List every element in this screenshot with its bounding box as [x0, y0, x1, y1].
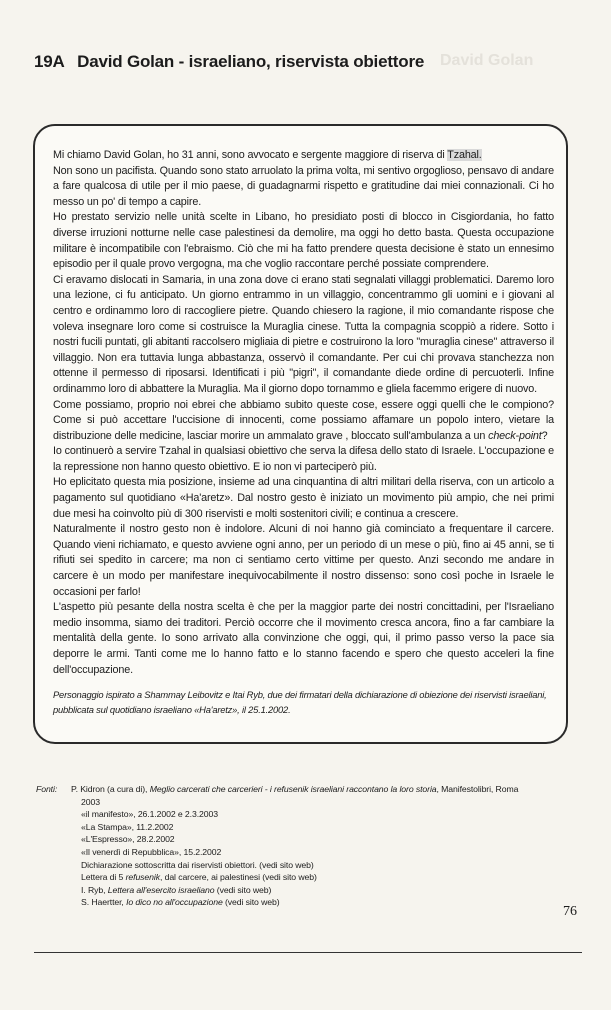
source-author: S. Haertter, — [81, 897, 124, 908]
story-text — [53, 148, 554, 678]
source-item: Dichiarazione sottoscritta dai riservisti obiettori. (vedi sito web) — [81, 859, 314, 870]
footer-rule — [34, 952, 582, 953]
paragraph-intro — [53, 148, 554, 164]
source-item — [71, 871, 576, 884]
source-text: , dal carcere, ai palestinesi (vedi sito web) — [159, 872, 317, 883]
chapter-title: David Golan — [77, 52, 175, 71]
source-italic: refusenik — [125, 872, 160, 883]
sources-list — [71, 783, 576, 909]
paragraph: Naturalmente il nostro gesto non è indolore. Alcuni di noi hanno già cominciato a frequentare il carcere. Quando vieni richiamato, e questo avviene ogni anno, per un periodo di un mese o più, fino ai 45 anni, se ti rifiuti sei spedito in carcere; ma non ci sentiamo certo vittime per questo. Anzi secondo me andare in carcere è un modo per manifestare inequivocabilmente il nostro dissenso: sono così poche in Israele le occasioni per farlo! — [53, 523, 554, 598]
source-item — [71, 896, 576, 909]
source-text: Lettera di 5 — [81, 872, 124, 883]
source-text: (vedi sito web) — [222, 897, 280, 908]
paragraph: Ho eplicitato questa mia posizione, insieme ad una cinquantina di altri militari della riserva, con un articolo a pagamento sul quotidiano «Ha'aretz». Dal nostro gesto è iniziato un movimento più ampio, che nei primi due mesi ha coinvolto più di 300 riservisti e molti sostenitori civili; e continua a crescere. — [53, 476, 554, 520]
paragraph: Ho prestato servizio nelle unità scelte in Libano, ho presidiato posti di blocco in Cisgiordania, ho fatto diverse irruzioni notturne nelle case palestinesi da demolire, ma oggi ho detto basta. Questa occupazione militare è incompatibile con l'ebraismo. Ciò che mi ha fatto prendere questa decisione è stato un ennesimo episodio per il quale provo vergogna, ma che voglio raccontare perché possiate comprendere. — [53, 211, 554, 271]
page-number: 76 — [563, 904, 577, 919]
paragraph-end: ? — [541, 429, 548, 442]
source-item — [71, 783, 576, 796]
paragraph: Ci eravamo dislocati in Samaria, in una zona dove ci erano stati segnalati villaggi problematici. Daremo loro una lezione, ci fu anticipato. Un giorno entrammo in un villaggio, concentrammo gli uomini e i giovani al centro e ordinammo loro di raccogliere pietre. Quando chiesero la ragione, il mio comandante rispose che voleva insegnare loro come si costruisce la Muraglia cinese. Tutta la compagnia scoppiò a ridere. Sotto i nostri fucili puntati, gli abitanti raccolsero migliaia di pietre e costruirono la loro "muraglia cinese" attraverso il villaggio. Non era tuttavia lunga abbastanza, osservò il comandante. Per cui chi provava stanchezza non ottenne il permesso di riposarsi. Identificati i più "pigri", il comandante diede ordine di percuoterli. Infine ordinammo loro di abbattere la Muraglia. Ma il giorno dopo tornammo e gliela facemmo erigere di nuovo. — [53, 273, 554, 395]
source-author: I. Ryb, — [81, 884, 106, 895]
source-note: Personaggio ispirato a Shammay Leibovitz e Itai Ryb, due dei firmatari della dichiarazione di obiezione dei riservisti israeliani, pubblicata sul quotidiano israeliano «Ha'aretz», il 25.1.2002. — [53, 689, 547, 715]
source-publisher: , Manifestolibri, Roma — [436, 784, 519, 794]
chapter-subtitle: - israeliano, riservista obiettore — [178, 52, 425, 71]
source-item — [71, 884, 576, 897]
chapter-number: 19A — [34, 52, 65, 71]
source-title: Lettera all'esercito israeliano — [107, 884, 215, 895]
source-title: Meglio carcerati che carcerieri - i refusenik israeliani raccontano la loro storia — [149, 784, 437, 794]
bleed-through-text: David Golan — [440, 52, 534, 69]
chapter-heading — [34, 52, 594, 72]
italic-term: check-point — [488, 429, 542, 442]
source-title: Io dico no all'occupazione — [126, 897, 223, 908]
sources-label: Fonti: — [36, 784, 58, 794]
paragraph-text: Come possiamo, proprio noi ebrei che abbiamo subito queste cose, essere oggi quelli che le compiono? Come si può accettare l'uccisione di innocenti, come possiamo affamare un popolo intero, vietare la distribuzione delle medicine, lasciar morire un ammalato grave , bloccato sull'ambulanza a un — [53, 398, 554, 442]
paragraph: Non sono un pacifista. Quando sono stato arruolato la prima volta, mi sentivo orgoglioso, pensavo di andare a fare qualcosa di utile per il mio paese, di guadagnarmi rispetto e gratitudine dai miei connazionali. Ci ho messo un po' di tempo a capire. — [53, 164, 554, 208]
source-item: «Il venerdì di Repubblica», 15.2.2002 — [81, 846, 222, 857]
source-item: «il manifesto», 26.1.2002 e 2.3.2003 — [81, 809, 218, 820]
highlighted-word: Tzahal. — [447, 149, 482, 161]
source-year: 2003 — [81, 796, 100, 807]
sources-section — [36, 783, 576, 909]
source-item: «La Stampa», 11.2.2002 — [81, 821, 174, 832]
paragraph: Io continuerò a servire Tzahal in qualsiasi obiettivo che serva la difesa dello stato di Israele. L'occupazione e la repressione non hanno questo obiettivo. E io non vi parteciperò più. — [53, 445, 554, 473]
source-author: P. Kidron (a cura di), — [71, 784, 148, 794]
story-box — [33, 124, 568, 744]
paragraph: L'aspetto più pesante della nostra scelta è che per la maggior parte dei nostri concittadini, per l'Israeliano medio insomma, siamo dei traditori. Perciò occorre che il movimento cresca ancora, fino a far cambiare la mentalità della gente. Io sono arrivato alla convinzione che oggi, qui, il primo passo verso la pace sia deporre le armi. Tanti come me lo hanno fatto e lo stanno facendo e spero che questo acceleri la fine dell'occupazione. — [53, 601, 554, 676]
paragraph — [53, 398, 554, 445]
source-item: «L'Espresso», 28.2.2002 — [81, 834, 175, 845]
source-text: (vedi sito web) — [214, 884, 272, 895]
intro-text: Mi chiamo David Golan, ho 31 anni, sono avvocato e sergente maggiore di riserva di — [53, 149, 445, 161]
